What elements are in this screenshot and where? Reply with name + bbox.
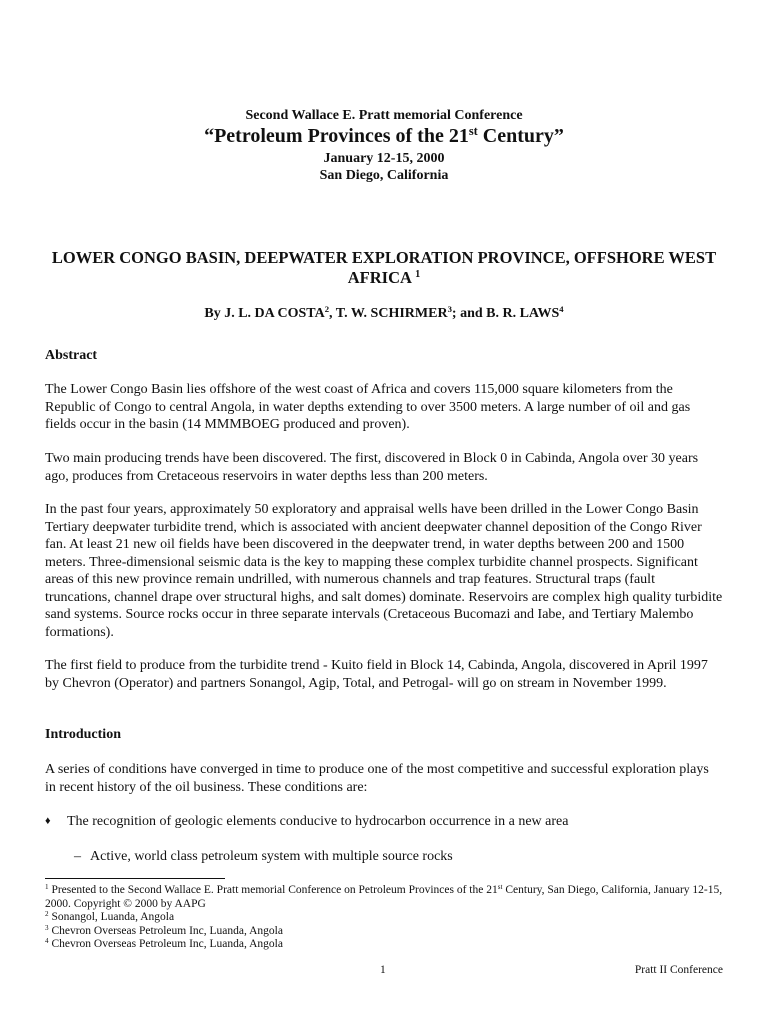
diamond-bullet-icon: ♦ — [45, 815, 51, 827]
footnote-1 — [45, 884, 725, 911]
abstract-paragraph-3: In the past four years, approximately 50 exploratory and appraisal wells have been drilled in the Lower Congo Basin Tertiary deepwater turbidite trend, which is associated with ancient deepwater channel deposition of the Congo River fan. At least 21 new oil fields have been discovered in the deepwater trend, in water depths between 200 and 1500 meters. Three-dimensional seismic data is the key to mapping these complex turbidite channel prospects. Significant areas of this new province remain undrilled, with numerous channels and trap features. Structural traps (fault truncations, channel drape over structural highs, and salt domes) dominate. Reservoirs are complex high quality turbidite sand systems. Source rocks occur in three separate intervals (Cretaceous Bucomazi and Iabe, and Tertiary Malembo formations). — [45, 502, 723, 640]
footnote-3-text: Chevron Overseas Petroleum Inc, Luanda, Angola — [51, 924, 283, 937]
abstract-paragraph-1: The Lower Congo Basin lies offshore of the west coast of Africa and covers 115,000 square kilometers from the Republic of Congo to central Angola, in water depths extending to over 3500 meters. A large number of oil and gas fields occur in the basin (14 MMMBOEG produced and proven). — [45, 382, 691, 432]
conference-title-pre: “Petroleum Provinces of the 21 — [204, 125, 469, 147]
running-footer: Pratt II Conference — [634, 964, 723, 976]
footnote-divider — [45, 878, 225, 879]
conference-name: Second Wallace E. Pratt memorial Conference — [245, 108, 523, 123]
conference-place: San Diego, California — [319, 168, 449, 183]
bullet-item-text: The recognition of geologic elements conducive to hydrocarbon occurrence in a new area — [67, 814, 569, 829]
abstract-heading: Abstract — [45, 348, 98, 363]
author-prefix: By J. L. DA COSTA — [204, 306, 325, 321]
page-number: 1 — [380, 964, 386, 976]
author-sup-2: 3 — [447, 304, 452, 315]
paper-title-text: LOWER CONGO BASIN, DEEPWATER EXPLORATION PROVINCE, OFFSHORE WEST AFRICA — [51, 248, 717, 287]
sub-bullet-item-text: Active, world class petroleum system with multiple source rocks — [90, 849, 453, 864]
author-sup-1: 2 — [324, 304, 330, 315]
footnote-2-mark: 2 — [45, 910, 49, 919]
author-mid-2: ; and B. R. LAWS — [451, 306, 560, 321]
footnote-4-mark: 4 — [45, 937, 49, 946]
conference-title-sup: st — [468, 124, 478, 139]
footnotes — [45, 884, 725, 952]
abstract-paragraph-4: The first field to produce from the turbidite trend - Kuito field in Block 14, Cabinda, Angola, discovered in April 1997 by Chevron (Operator) and partners Sonangol, Agip, Total, and Petrogal- will go on stream in November 1999. — [45, 658, 708, 691]
paper-title-footnote-mark: 1 — [415, 269, 421, 281]
author-sup-3: 4 — [559, 304, 564, 315]
footnote-1-sup: st — [497, 883, 503, 892]
paper-title — [45, 248, 723, 288]
author-line — [0, 306, 768, 322]
footnote-4 — [45, 938, 725, 952]
dash-bullet-icon: – — [74, 849, 81, 864]
footnote-2-text: Sonangol, Luanda, Angola — [51, 911, 175, 923]
conference-title-post: Century” — [477, 125, 564, 147]
footnote-3 — [45, 925, 725, 939]
footnote-1-mark: 1 — [45, 883, 49, 892]
introduction-paragraph-1: A series of conditions have converged in time to produce one of the most competitive and successful exploration plays in recent history of the oil business. These conditions are: — [45, 762, 709, 795]
conference-title — [0, 125, 768, 148]
abstract-paragraph-2: Two main producing trends have been discovered. The first, discovered in Block 0 in Cabinda, Angola over 30 years ago, produces from Cretaceous reservoirs in water depths less than 200 meters. — [45, 451, 699, 484]
conference-dates: January 12-15, 2000 — [323, 151, 445, 166]
footnote-4-text: Chevron Overseas Petroleum Inc, Luanda, Angola — [51, 938, 283, 950]
footnote-1-pre: Presented to the Second Wallace E. Pratt memorial Conference on Petroleum Provinces of the 21 — [51, 884, 498, 896]
author-mid-1: , T. W. SCHIRMER — [329, 306, 448, 321]
introduction-heading: Introduction — [45, 727, 121, 742]
footnote-1-post: Century, San Diego, California, January 12-15, 2000. Copyright © 2000 by AAPG — [45, 884, 723, 910]
footnote-3-mark: 3 — [45, 923, 49, 932]
footnote-2 — [45, 911, 725, 925]
